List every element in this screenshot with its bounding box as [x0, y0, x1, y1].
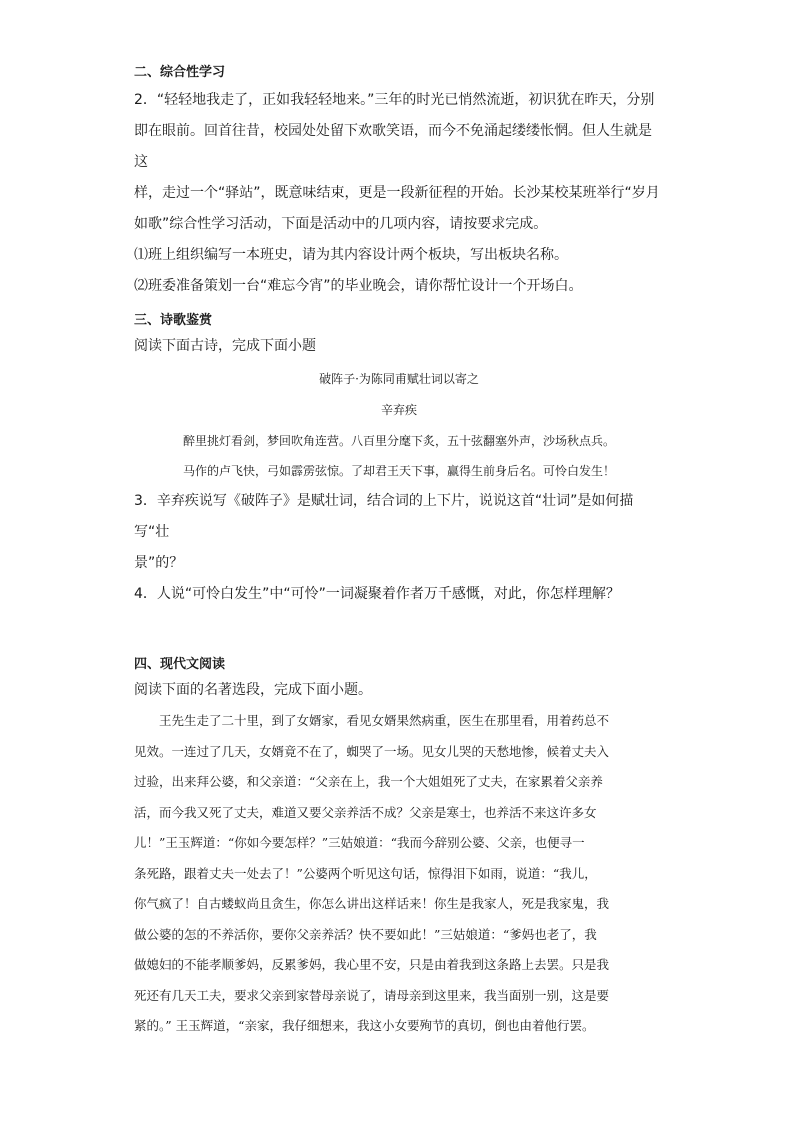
question-2-line-4: 如歌”综合性学习活动，下面是活动中的几项内容，请按要求完成。: [134, 216, 548, 232]
question-3-line-1: 3．辛弃疾说写《破阵子》是赋壮词，结合词的上下片，说说这首“壮词”是如何描写“壮: [134, 493, 634, 540]
section-heading-modern-reading: 四、现代文阅读: [134, 657, 226, 672]
excerpt-line: 活，而今我又死了丈夫，难道又要父亲养活不成？父亲是寒士，也养活不来这许多女: [134, 804, 597, 820]
poem-title: 破阵子·为陈同甫赋壮词以寄之: [319, 372, 479, 386]
poetry-instruction: 阅读下面古诗，完成下面小题: [134, 338, 316, 354]
excerpt-line: 过验，出来拜公婆，和父亲道：“父亲在上，我一个大姐姐死了丈夫，在家累着父亲养: [134, 774, 603, 789]
poem-line-2: 马作的卢飞快，弓如霹雳弦惊。了却君王天下事，赢得生前身后名。可怜白发生！: [182, 464, 615, 478]
question-2-line-2: 即在眼前。回首往昔，校园处处留下欢歌笑语，而今不免涌起缕缕怅惘。但人生就是这: [134, 123, 652, 170]
excerpt-line: 见效。一连过了几天，女婿竟不在了，蜘哭了一场。见女儿哭的天愁地惨，候着丈夫入: [134, 743, 610, 759]
question-2-line-3: 样，走过一个“驿站”，既意味结束，更是一段新征程的开始。长沙某校某班举行“岁月: [134, 185, 660, 201]
reading-instruction: 阅读下面的名著选段，完成下面小题。: [134, 682, 372, 698]
question-3-line-2: 景”的？: [134, 555, 184, 571]
excerpt-line: 做媳妇的不能孝顺爹妈，反累爹妈，我心里不安，只是由着我到这条路上去罢。只是我: [134, 957, 610, 972]
question-3: [134, 486, 664, 610]
question-4: 4．人说“可怜白发生”中“可怜”一词凝聚着作者万千感慨，对此，你怎样理解？: [134, 586, 620, 602]
excerpt-line: 死还有几天工夫，要求父亲到家替母亲说了，请母亲到这里来，我当面别一别，这是要: [134, 987, 610, 1003]
excerpt-line: 王先生走了二十里，到了女婿家，看见女婿果然病重，医生在那里看，用着药总不: [159, 713, 610, 728]
excerpt-line: 条死路，跟着丈夫一处去了！”公婆两个听见这句话，惊得泪下如雨，说道：“我儿，: [134, 865, 597, 881]
excerpt-passage: [134, 706, 664, 1042]
excerpt-line: 做公婆的怎的不养活你，要你父亲养活？快不要如此！”三姑娘道：“爹妈也老了，我: [134, 926, 597, 942]
question-2-subquestion-2: ⑵班委准备策划一台“难忘今宵”的毕业晚会，请你帮忙设计一个开场白。: [134, 278, 583, 294]
excerpt-line: 你气疯了！自古蝼蚁尚且贪生，你怎么讲出这样话来！你生是我家人，死是我家鬼，我: [134, 896, 610, 911]
question-2-subquestion-1: ⑴班上组织编写一本班史，请为其内容设计两个板块，写出板块名称。: [134, 247, 568, 263]
poem-line-1: 醉里挑灯看剑，梦回吹角连营。八百里分麾下炙，五十弦翻塞外声，沙场秋点兵。: [182, 434, 615, 448]
section-heading-poetry-appreciation: 三、诗歌鉴赏: [134, 313, 213, 328]
excerpt-line: 儿！”王玉辉道：“你如今要怎样？”三姑娘道：“我而今辞别公婆、父亲，也便寻一: [134, 835, 585, 850]
question-2: [134, 85, 664, 302]
poem-author: 辛弃疾: [380, 403, 417, 417]
section-heading-comprehensive-study: 二、综合性学习: [134, 65, 226, 80]
question-2-line-1: 2．“轻轻地我走了，正如我轻轻地来。”三年的时光已悄然流逝，初识犹在昨天，分别: [134, 92, 655, 108]
excerpt-line: 紧的。” 王玉辉道，“亲家，我仔细想来，我这小女要殉节的真切，倒也由着他行罢。: [134, 1018, 595, 1033]
